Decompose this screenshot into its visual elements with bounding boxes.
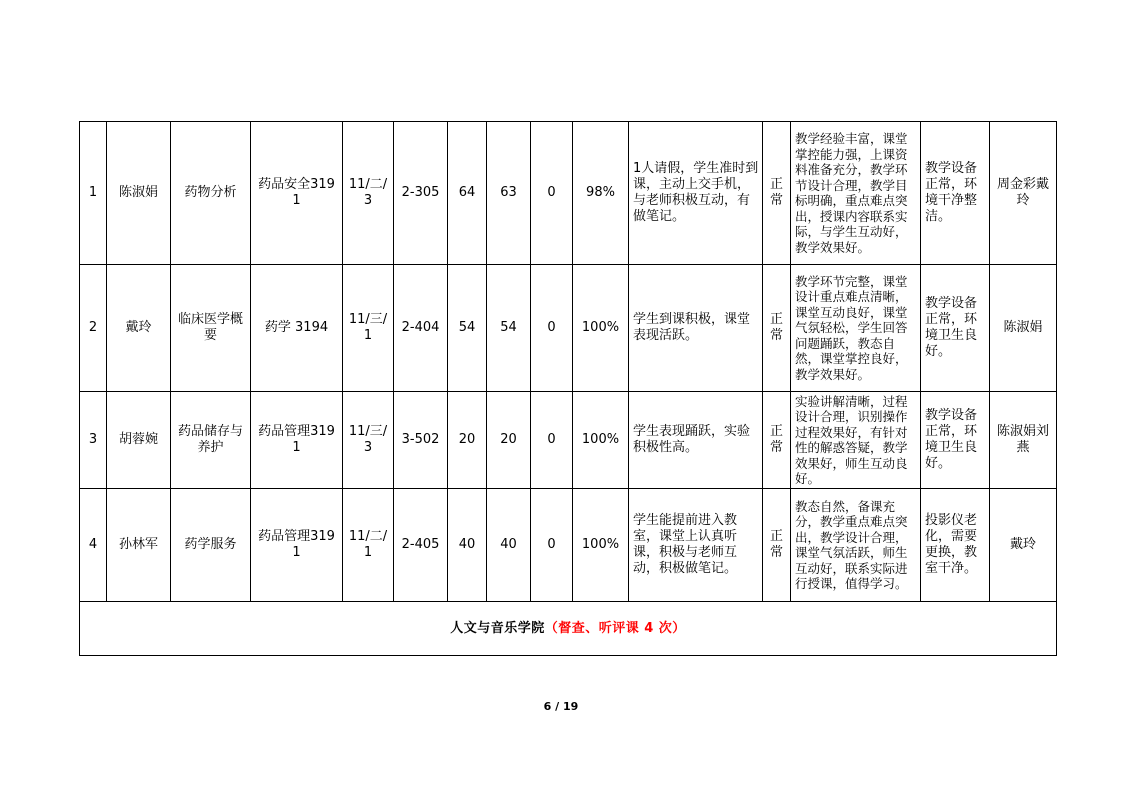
- actual-count-cell: 20: [487, 392, 531, 489]
- class-order-cell: 正常: [763, 122, 791, 265]
- inspector-cell: 陈淑娟: [990, 265, 1057, 392]
- table-body: [80, 122, 1057, 656]
- class-cell: 药品管理3191: [251, 392, 343, 489]
- page-number: 6 / 19: [543, 700, 579, 713]
- teaching-evaluation-cell: 教学环节完整，课堂设计重点难点清晰，课堂互动良好，课堂气氛轻松，学生回答问题踊跃，教态自然，课堂掌控良好，教学效果好。: [791, 265, 921, 392]
- attendance-rate-cell: 98%: [573, 122, 629, 265]
- course-cell: 药品储存与养护: [171, 392, 251, 489]
- course-cell: 药物分析: [171, 122, 251, 265]
- room-cell: 2-404: [394, 265, 448, 392]
- teacher-cell: 孙林军: [107, 489, 171, 602]
- equipment-cell: 教学设备正常，环境卫生良好。: [921, 265, 990, 392]
- inspector-cell: 戴玲: [990, 489, 1057, 602]
- room-cell: 2-405: [394, 489, 448, 602]
- class-cell: 药学 3194: [251, 265, 343, 392]
- teaching-evaluation-cell: 教态自然，备课充分，教学重点难点突出，教学设计合理，课堂气氛活跃，师生互动好，联系实际进行授课，值得学习。: [791, 489, 921, 602]
- attendance-rate-cell: 100%: [573, 489, 629, 602]
- student-status-cell: 学生表现踊跃，实验积极性高。: [629, 392, 763, 489]
- teacher-cell: 胡蓉婉: [107, 392, 171, 489]
- table-row: [80, 265, 1057, 392]
- expected-count-cell: 54: [448, 265, 487, 392]
- class-order-cell: 正常: [763, 489, 791, 602]
- attendance-rate-cell: 100%: [573, 392, 629, 489]
- equipment-cell: 教学设备正常，环境卫生良好。: [921, 392, 990, 489]
- row-number-cell: 3: [80, 392, 107, 489]
- course-cell: 药学服务: [171, 489, 251, 602]
- actual-count-cell: 63: [487, 122, 531, 265]
- late-count-cell: 0: [531, 122, 573, 265]
- row-number-cell: 2: [80, 265, 107, 392]
- table-row: [80, 489, 1057, 602]
- row-number-cell: 1: [80, 122, 107, 265]
- date-period-cell: 11/二/1: [343, 489, 394, 602]
- room-cell: 3-502: [394, 392, 448, 489]
- equipment-cell: 投影仪老化，需要更换，教室干净。: [921, 489, 990, 602]
- inspector-cell: 陈淑娟刘燕: [990, 392, 1057, 489]
- inspector-cell: 周金彩戴玲: [990, 122, 1057, 265]
- course-cell: 临床医学概要: [171, 265, 251, 392]
- date-period-cell: 11/三/3: [343, 392, 394, 489]
- inspection-table: [79, 121, 1057, 656]
- late-count-cell: 0: [531, 392, 573, 489]
- student-status-cell: 学生能提前进入教室，课堂上认真听课，积极与老师互动，积极做笔记。: [629, 489, 763, 602]
- class-cell: 药品安全3191: [251, 122, 343, 265]
- student-status-cell: 学生到课积极，课堂表现活跃。: [629, 265, 763, 392]
- teaching-evaluation-cell: 教学经验丰富，课堂掌控能力强，上课资料准备充分，教学环节设计合理，教学目标明确，重点难点突出，授课内容联系实际，与学生互动好，教学效果好。: [791, 122, 921, 265]
- section-row: [80, 602, 1057, 656]
- section-note: （督查、听评课 4 次）: [544, 620, 686, 636]
- date-period-cell: 11/二/3: [343, 122, 394, 265]
- student-status-cell: 1人请假，学生准时到课，主动上交手机，与老师积极互动，有做笔记。: [629, 122, 763, 265]
- section-title: 人文与音乐学院: [450, 620, 545, 636]
- teacher-cell: 戴玲: [107, 265, 171, 392]
- date-period-cell: 11/三/1: [343, 265, 394, 392]
- expected-count-cell: 40: [448, 489, 487, 602]
- class-cell: 药品管理3191: [251, 489, 343, 602]
- attendance-rate-cell: 100%: [573, 265, 629, 392]
- class-order-cell: 正常: [763, 265, 791, 392]
- expected-count-cell: 20: [448, 392, 487, 489]
- table-row: [80, 392, 1057, 489]
- section-heading: [80, 602, 1057, 656]
- table-row: [80, 122, 1057, 265]
- actual-count-cell: 40: [487, 489, 531, 602]
- actual-count-cell: 54: [487, 265, 531, 392]
- late-count-cell: 0: [531, 265, 573, 392]
- class-order-cell: 正常: [763, 392, 791, 489]
- teaching-evaluation-cell: 实验讲解清晰，过程设计合理，识别操作过程效果好，有针对性的解惑答疑，教学效果好，师生互动良好。: [791, 392, 921, 489]
- teacher-cell: 陈淑娟: [107, 122, 171, 265]
- late-count-cell: 0: [531, 489, 573, 602]
- room-cell: 2-305: [394, 122, 448, 265]
- row-number-cell: 4: [80, 489, 107, 602]
- expected-count-cell: 64: [448, 122, 487, 265]
- equipment-cell: 教学设备正常，环境干净整洁。: [921, 122, 990, 265]
